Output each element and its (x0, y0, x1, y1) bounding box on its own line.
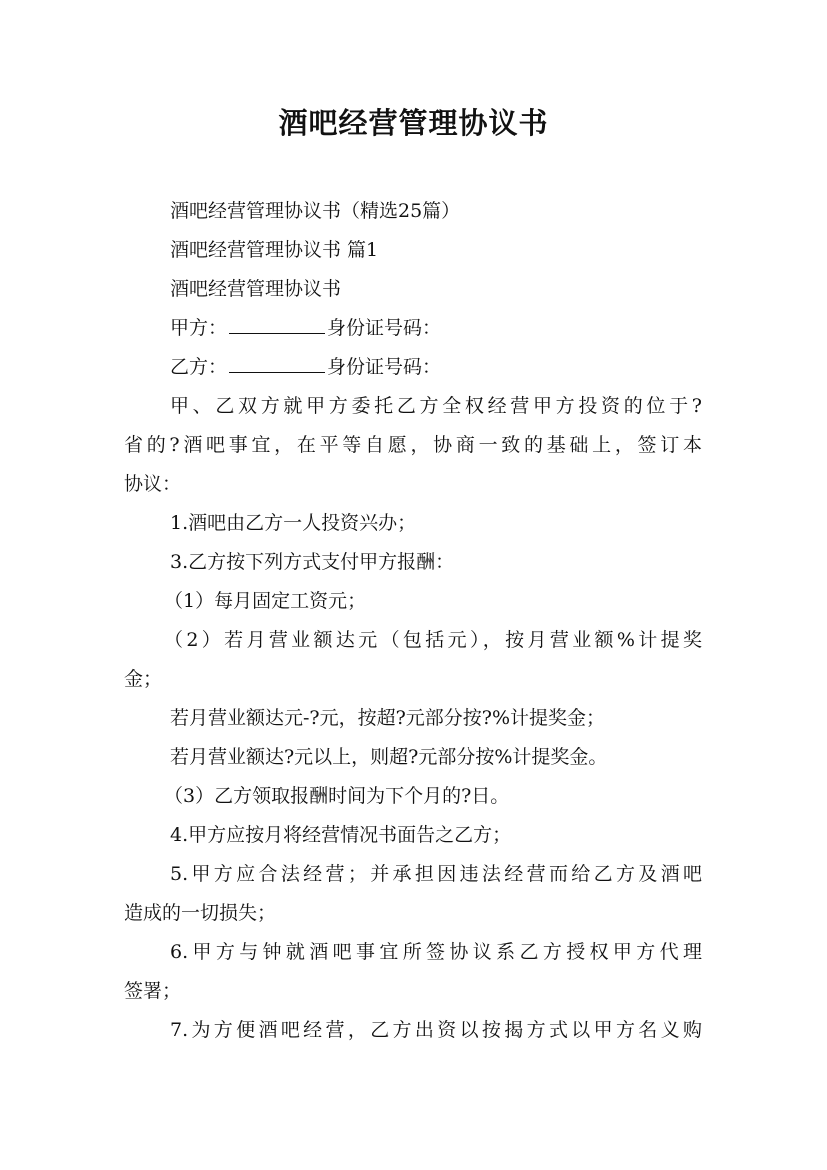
paragraph-line: 协议： (124, 473, 182, 495)
party-a-line (170, 313, 441, 343)
party-a-id-label: 身份证号码： (327, 317, 442, 339)
section-heading: 酒吧经营管理协议书 篇1 (170, 239, 379, 261)
clause-1: 1.酒吧由乙方一人投资兴办； (170, 512, 417, 534)
party-b-name-blank (229, 356, 325, 373)
clause-3-item-1: （1）每月固定工资元； (164, 590, 367, 612)
paragraph-line: 甲、乙双方就甲方委托乙方全权经营甲方投资的位于? (170, 395, 702, 417)
subtitle-line: 酒吧经营管理协议书（精选25篇） (170, 200, 461, 222)
party-a-name-blank (229, 317, 325, 334)
document-title: 酒吧经营管理协议书 (278, 106, 549, 140)
clause-3-item-3: （3）乙方领取报酬时间为下个月的?日。 (164, 785, 510, 807)
clause-5: 5.甲方应合法经营；并承担因违法经营而给乙方及酒吧 (170, 863, 702, 885)
agreement-heading: 酒吧经营管理协议书 (170, 278, 342, 300)
clause-3-item-2-cont: 金； (124, 668, 163, 690)
clause-3-tier-2: 若月营业额达?元以上，则超?元部分按%计提奖金。 (170, 746, 608, 768)
clause-3-item-2: （2）若月营业额达元（包括元），按月营业额%计提奖 (164, 629, 702, 651)
clause-6-cont: 签署； (124, 980, 182, 1002)
clause-3: 3.乙方按下列方式支付甲方报酬： (170, 551, 455, 573)
clause-5-cont: 造成的一切损失； (124, 902, 277, 924)
clause-3-tier-1: 若月营业额达元-?元，按超?元部分按?%计提奖金； (170, 707, 606, 729)
clause-6: 6.甲方与钟就酒吧事宜所签协议系乙方授权甲方代理 (170, 941, 702, 963)
party-b-id-label: 身份证号码： (327, 356, 442, 378)
clause-7: 7.为方便酒吧经营，乙方出资以按揭方式以甲方名义购 (170, 1019, 702, 1041)
clause-4: 4.甲方应按月将经营情况书面告之乙方； (170, 824, 512, 846)
party-b-label: 乙方： (170, 356, 228, 378)
party-b-line (170, 352, 441, 382)
party-a-label: 甲方： (170, 317, 228, 339)
paragraph-line: 省的?酒吧事宜，在平等自愿，协商一致的基础上，签订本 (124, 434, 702, 456)
